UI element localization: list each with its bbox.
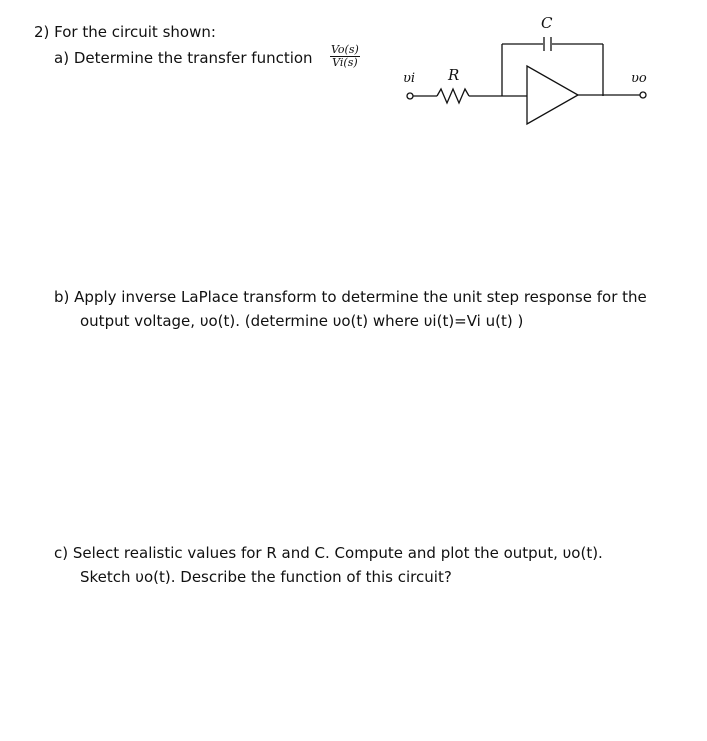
part-a-label: a) [54, 49, 70, 67]
resistor-label: R [448, 66, 460, 84]
fraction-denominator: Vi(s) [332, 56, 358, 69]
output-terminal [640, 92, 646, 98]
capacitor-label: C [541, 14, 553, 32]
part-a [54, 48, 313, 68]
part-c [54, 543, 603, 563]
part-c-line-2: Sketch υo(t). Describe the function of this circuit? [80, 568, 452, 586]
part-c-line-1: Select realistic values for R and C. Compute and plot the output, υo(t). [72, 544, 603, 562]
part-b-label: b) [54, 288, 70, 306]
transfer-function-fraction [330, 44, 360, 69]
input-voltage-label: υi [403, 71, 416, 86]
op-amp-triangle [527, 66, 578, 124]
resistor-symbol [437, 89, 469, 103]
integrator-circuit-diagram [396, 10, 656, 130]
input-terminal [407, 93, 413, 99]
output-voltage-label: υo [631, 71, 647, 86]
fraction-numerator: Vo(s) [331, 43, 359, 56]
part-b-line-2: output voltage, υo(t). (determine υo(t) where υi(t)=Vi u(t) ) [80, 312, 524, 330]
part-c-label: c) [54, 544, 69, 562]
part-b [54, 287, 647, 307]
part-b-line-1: Apply inverse LaPlace transform to determine the unit step response for the [74, 288, 647, 306]
part-a-text: Determine the transfer function [73, 49, 313, 67]
problem-header: 2) For the circuit shown: [34, 23, 216, 41]
